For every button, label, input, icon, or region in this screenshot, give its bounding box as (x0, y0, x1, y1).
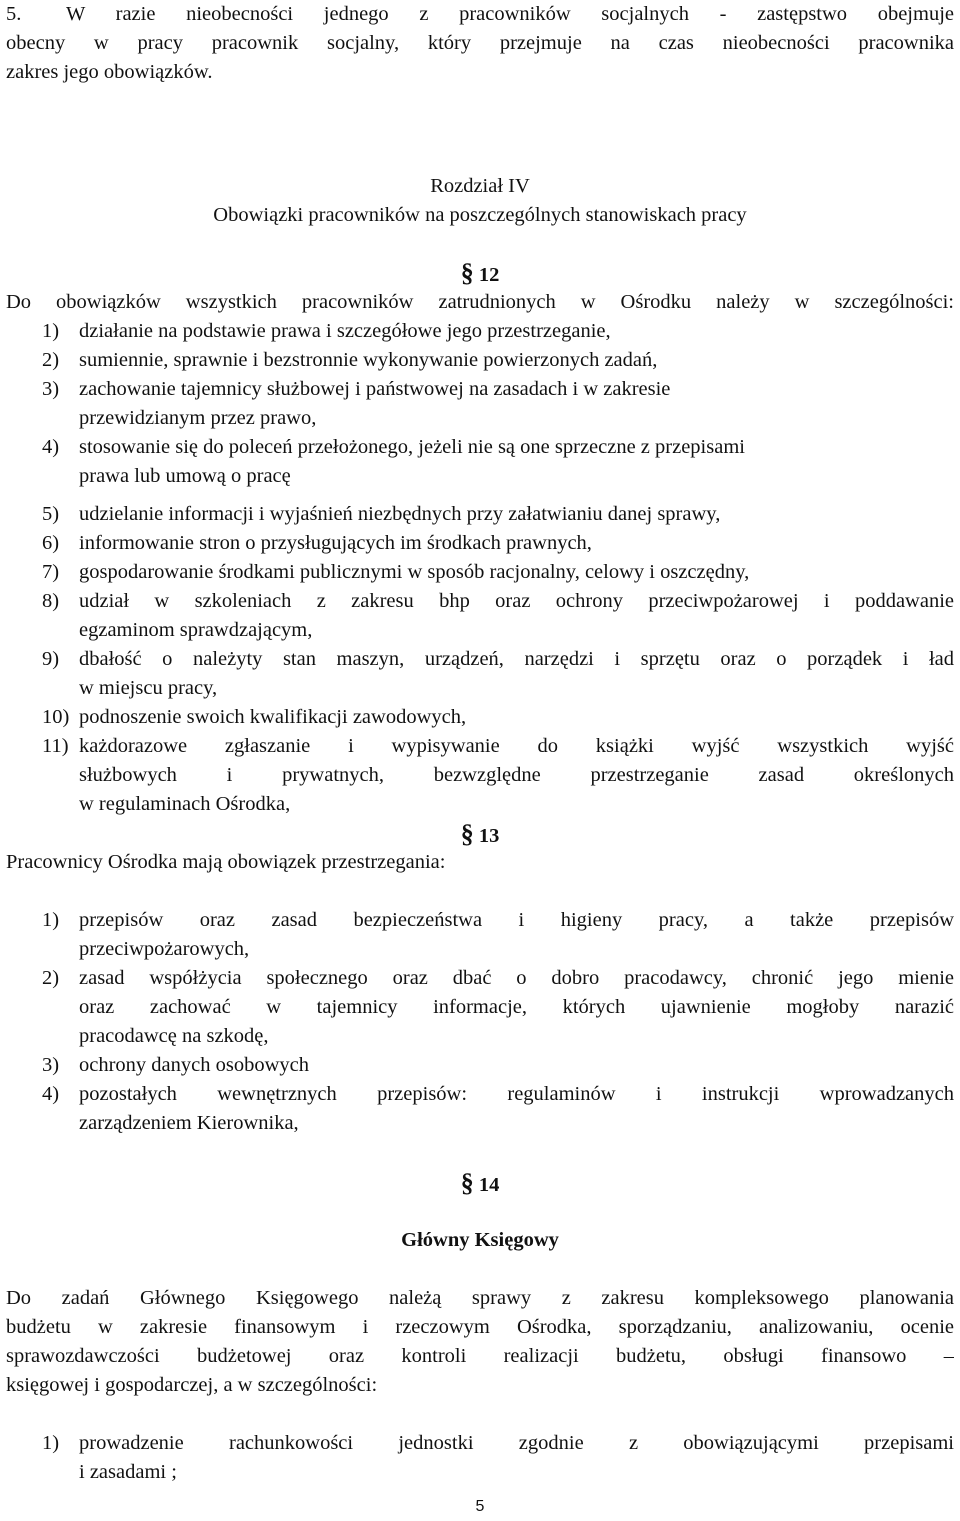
list-item: egzaminom sprawdzającym, (79, 619, 313, 641)
list-number: 8) (42, 590, 60, 612)
list-item: służbowych i prywatnych, bezwzględne przestrzeganie zasad określonych (79, 764, 954, 786)
list-item: sumiennie, sprawnie i bezstronnie wykonywanie powierzonych zadań, (79, 349, 658, 371)
list-number: 7) (42, 561, 60, 583)
list-item: przeciwpożarowych, (79, 938, 250, 960)
section-intro: Do obowiązków wszystkich pracowników zatrudnionych w Ośrodku należy w szczególności: (6, 291, 954, 313)
list-item: zarządzeniem Kierownika, (79, 1112, 299, 1134)
list-item: i zasadami ; (79, 1461, 177, 1483)
list-item: przewidzianym przez prawo, (79, 407, 317, 429)
chapter-subtitle: Obowiązki pracowników na poszczególnych stanowiskach pracy (213, 204, 747, 226)
list-number: 3) (42, 378, 60, 400)
list-number: 3) (42, 1054, 60, 1076)
list-item: w regulaminach Ośrodka, (79, 793, 291, 815)
list-item: zachowanie tajemnicy służbowej i państwowej na zasadach i w zakresie (79, 378, 671, 400)
text-line: budżetu w zakresie finansowym i rzeczowym Ośrodka, sporządzaniu, analizowaniu, ocenie (6, 1316, 954, 1338)
section-title: Główny Księgowy (401, 1229, 559, 1251)
list-number: 1) (42, 909, 60, 931)
list-item: każdorazowe zgłaszanie i wypisywanie do książki wyjść wszystkich wyjść (79, 735, 954, 757)
section-number: 14 (478, 1174, 500, 1196)
text-line: W razie nieobecności jednego z pracowników socjalnych - zastępstwo obejmuje (66, 3, 954, 25)
chapter-title: Rozdział IV (430, 175, 530, 197)
list-item: w miejscu pracy, (79, 677, 218, 699)
list-number: 5. (6, 3, 22, 25)
text-line: sprawozdawczości budżetowej oraz kontroli realizacji budżetu, obsługi finansowo – (6, 1345, 954, 1367)
list-number: 2) (42, 967, 60, 989)
section-number: 13 (478, 825, 500, 847)
text-line: zakres jego obowiązków. (6, 61, 213, 83)
list-item: informowanie stron o przysługujących im środkach prawnych, (79, 532, 592, 554)
list-item: ochrony danych osobowych (79, 1054, 310, 1076)
list-item: pracodawcę na szkodę, (79, 1025, 269, 1047)
list-number: 4) (42, 1083, 60, 1105)
section-heading-12 (0, 258, 960, 290)
list-number: 2) (42, 349, 60, 371)
list-number: 1) (42, 1432, 60, 1454)
text-line: obecny w pracy pracownik socjalny, który przejmuje na czas nieobecności pracownika (6, 32, 954, 54)
list-item: prawa lub umową o pracę (79, 465, 291, 487)
section-number: 12 (478, 264, 500, 286)
list-item: udzielanie informacji i wyjaśnień niezbędnych przy załatwianiu danej sprawy, (79, 503, 721, 525)
list-item: udział w szkoleniach z zakresu bhp oraz ochrony przeciwpożarowej i poddawanie (79, 590, 954, 612)
list-number: 9) (42, 648, 60, 670)
list-item: dbałość o należyty stan maszyn, urządzeń, narzędzi i sprzętu oraz o porządek i ład (79, 648, 954, 670)
text-line: Do zadań Głównego Księgowego należą sprawy z zakresu kompleksowego planowania (6, 1287, 954, 1309)
list-item: prowadzenie rachunkowości jednostki zgodnie z obowiązującymi przepisami (79, 1432, 954, 1454)
list-item: zasad współżycia społecznego oraz dbać o dobro pracodawcy, chronić jego mienie (79, 967, 954, 989)
list-item: przepisów oraz zasad bezpieczeństwa i higieny pracy, a także przepisów (79, 909, 954, 931)
list-number: 6) (42, 532, 60, 554)
list-item: podnoszenie swoich kwalifikacji zawodowych, (79, 706, 467, 728)
section-sign: § (460, 258, 474, 287)
list-number: 4) (42, 436, 60, 458)
text-line: księgowej i gospodarczej, a w szczególności: (6, 1374, 378, 1396)
list-item: działanie na podstawie prawa i szczegółowe jego przestrzeganie, (79, 320, 611, 342)
section-sign: § (460, 1168, 474, 1197)
section-heading-13 (0, 819, 960, 851)
list-item: pozostałych wewnętrznych przepisów: regulaminów i instrukcji wprowadzanych (79, 1083, 954, 1105)
list-number: 1) (42, 320, 60, 342)
section-intro: Pracownicy Ośrodka mają obowiązek przestrzegania: (6, 851, 446, 873)
section-sign: § (460, 819, 474, 848)
list-item: stosowanie się do poleceń przełożonego, jeżeli nie są one sprzeczne z przepisami (79, 436, 745, 458)
list-number: 10) (42, 706, 70, 728)
page-number: 5 (475, 1498, 485, 1515)
list-number: 11) (42, 735, 69, 757)
list-item: oraz zachować w tajemnicy informacje, których ujawnienie mogłoby narazić (79, 996, 954, 1018)
list-number: 5) (42, 503, 60, 525)
section-heading-14 (0, 1168, 960, 1200)
list-item: gospodarowanie środkami publicznymi w sposób racjonalny, celowy i oszczędny, (79, 561, 750, 583)
